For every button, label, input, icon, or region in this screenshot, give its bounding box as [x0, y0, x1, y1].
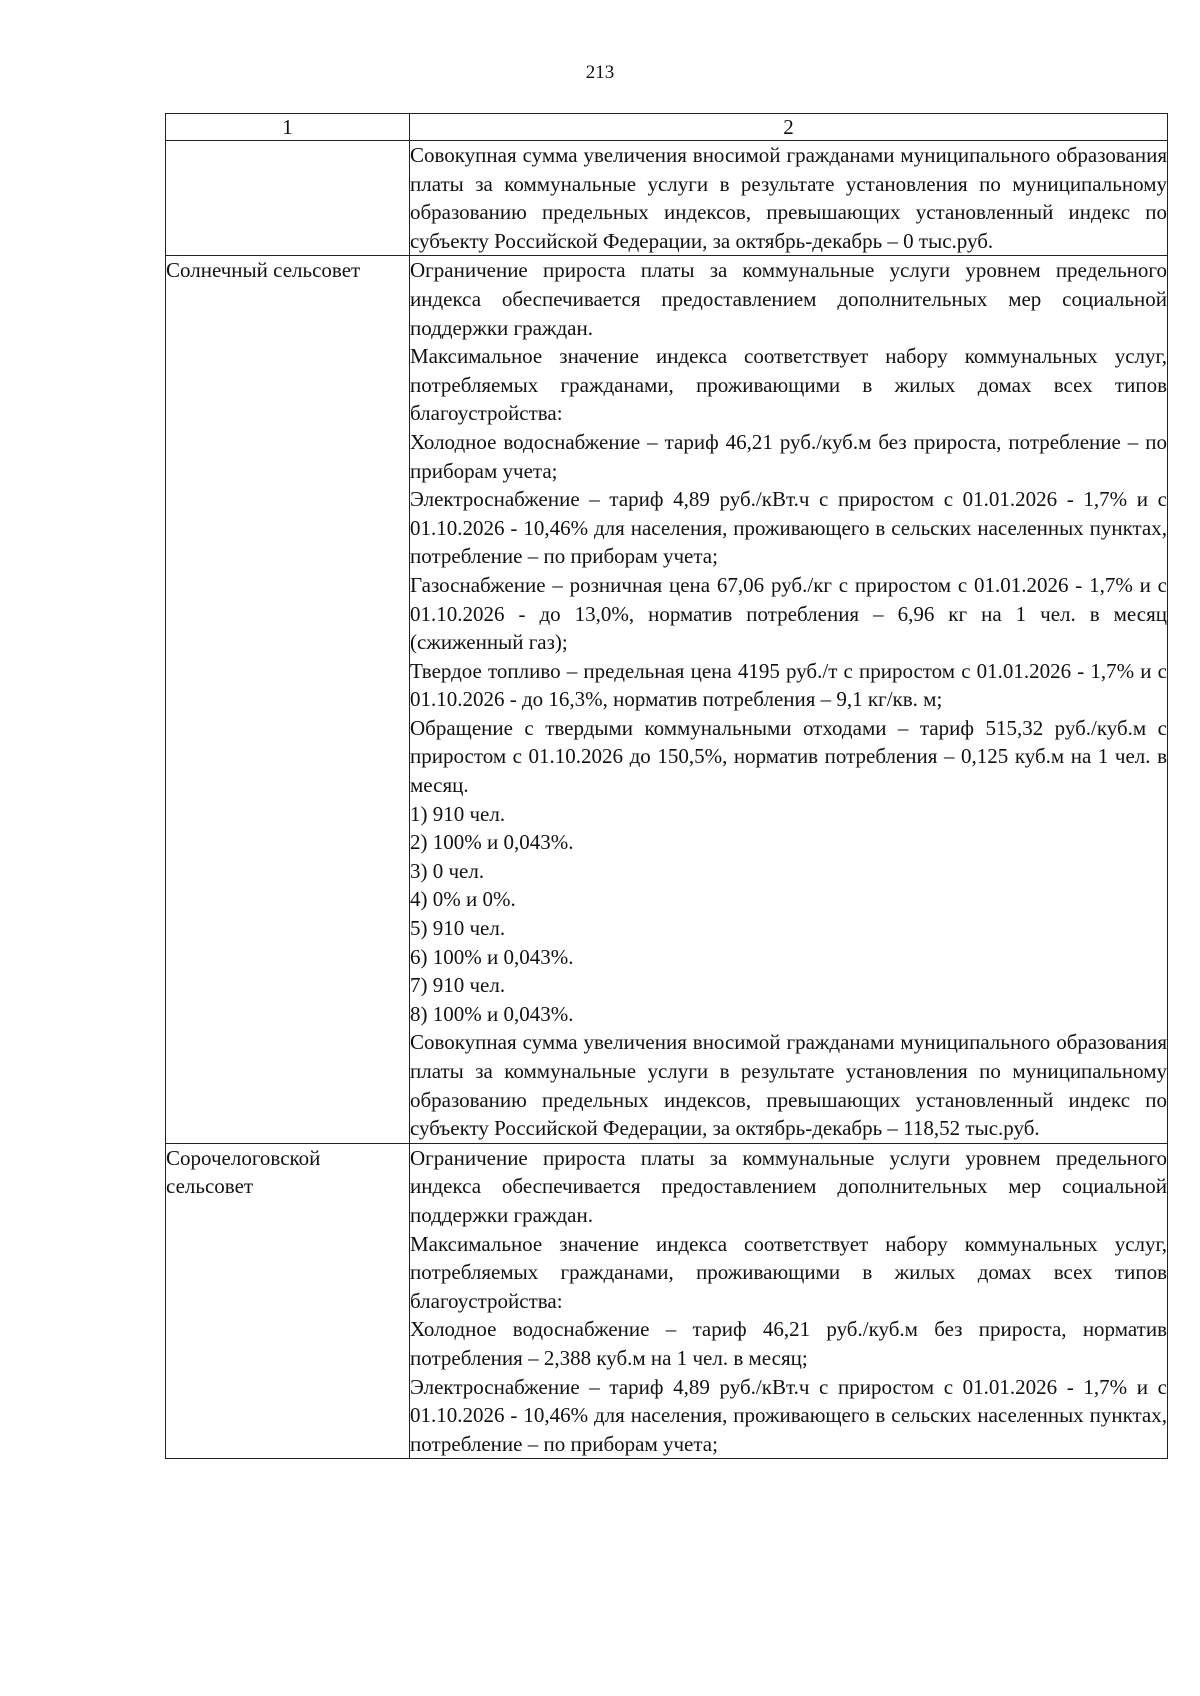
- waste-paragraph: Обращение с твердыми коммунальными отходами – тариф 515,32 руб./куб.м с приростом с 01.10.2026 до 150,5%, норматив потребления – 0,125 куб.м на 1 чел. в месяц.: [410, 715, 1167, 798]
- page-number: 213: [585, 62, 615, 83]
- list-item: 3) 0 чел.: [410, 858, 485, 883]
- table-row: [166, 256, 1168, 1143]
- document-table: [165, 113, 1168, 1459]
- water-paragraph: Холодное водоснабжение – тариф 46,21 руб./куб.м без прироста, потребление – по приборам учета;: [410, 429, 1167, 483]
- description-cell: [410, 1143, 1168, 1459]
- total-sum-paragraph: Совокупная сумма увеличения вносимой гражданами муниципального образования платы за коммунальные услуги в результате установления по муниципальному образованию предельных индексов, превышающих установленный индекс по субъекту Российской Федерации, за октябрь-декабрь – 0 тыс.руб.: [410, 143, 1167, 253]
- limit-paragraph: Ограничение прироста платы за коммунальные услуги уровнем предельного индекса обеспечивается предоставлением дополнительных мер социальной поддержки граждан.: [410, 1145, 1167, 1227]
- description-cell: [410, 256, 1168, 1143]
- index-paragraph: Максимальное значение индекса соответствует набору коммунальных услуг, потребляемых гражданами, проживающими в жилых домах всех типов благоустройства:: [410, 344, 1167, 426]
- list-item: 7) 910 чел.: [410, 973, 506, 998]
- region-cell: Солнечный сельсовет: [166, 256, 410, 1143]
- list-item: 5) 910 чел.: [410, 916, 506, 941]
- region-cell: [166, 141, 410, 256]
- table-header-row: [166, 114, 1168, 141]
- electricity-paragraph: Электроснабжение – тариф 4,89 руб./кВт.ч с приростом с 01.01.2026 - 1,7% и с 01.10.2026 - 10,46% для населения, проживающего в сельских населенных пунктах, потребление – по приборам учета;: [410, 1374, 1167, 1456]
- region-cell: Сорочелоговской сельсовет: [166, 1143, 410, 1459]
- table-row: [166, 1143, 1168, 1459]
- column-header-1: 1: [166, 114, 410, 141]
- description-cell: [410, 141, 1168, 256]
- column-header-2: 2: [410, 114, 1168, 141]
- list-item: 8) 100% и 0,043%.: [410, 1001, 574, 1026]
- solid-fuel-paragraph: Твердое топливо – предельная цена 4195 руб./т с приростом с 01.01.2026 - 1,7% и с 01.10.2026 - до 16,3%, норматив потребления – 9,1 кг/кв. м;: [410, 658, 1167, 712]
- limit-paragraph: Ограничение прироста платы за коммунальные услуги уровнем предельного индекса обеспечивается предоставлением дополнительных мер социальной поддержки граждан.: [410, 258, 1167, 340]
- list-item: 6) 100% и 0,043%.: [410, 944, 574, 969]
- water-paragraph: Холодное водоснабжение – тариф 46,21 руб./куб.м без прироста, норматив потребления – 2,388 куб.м на 1 чел. в месяц;: [410, 1317, 1167, 1370]
- list-item: 1) 910 чел.: [410, 801, 506, 826]
- table-row: [166, 141, 1168, 256]
- index-paragraph: Максимальное значение индекса соответствует набору коммунальных услуг, потребляемых гражданами, проживающими в жилых домах всех типов благоустройства:: [410, 1231, 1167, 1313]
- list-item: 2) 100% и 0,043%.: [410, 830, 574, 855]
- total-sum-paragraph: Совокупная сумма увеличения вносимой гражданами муниципального образования платы за коммунальные услуги в результате установления по муниципальному образованию предельных индексов, превышающих установленный индекс по субъекту Российской Федерации, за октябрь-декабрь – 118,52 тыс.руб.: [410, 1030, 1167, 1141]
- gas-paragraph: Газоснабжение – розничная цена 67,06 руб./кг с приростом с 01.01.2026 - 1,7% и с 01.10.2026 - до 13,0%, норматив потребления – 6,96 кг на 1 чел. в месяц (сжиженный газ);: [410, 572, 1167, 655]
- electricity-paragraph: Электроснабжение – тариф 4,89 руб./кВт.ч с приростом с 01.01.2026 - 1,7% и с 01.10.2026 - 10,46% для населения, проживающего в сельских населенных пунктах, потребление – по приборам учета;: [410, 487, 1167, 569]
- list-item: 4) 0% и 0%.: [410, 887, 516, 912]
